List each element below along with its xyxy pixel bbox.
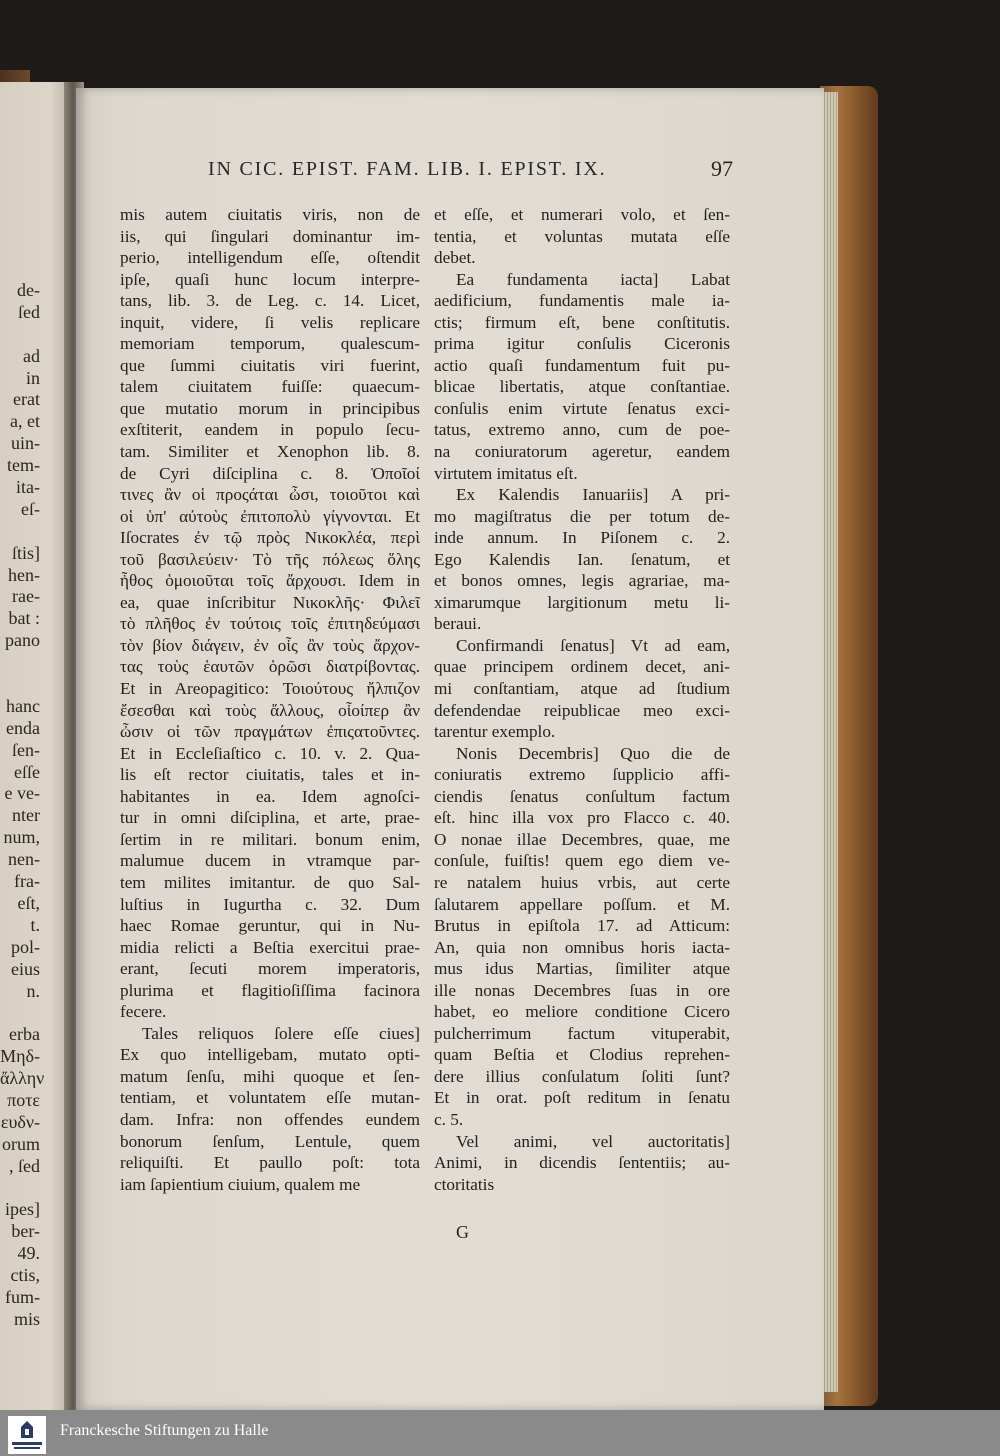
- text-line: actio quaſi fundamentum fuit pu-: [434, 355, 730, 375]
- text-line: conſule, fuiſtis! quem ego diem ve-: [434, 851, 730, 871]
- text-column-left: [120, 204, 420, 1195]
- previous-page-line: num,: [3, 827, 40, 848]
- text-line: tentia, et voluntas mutata eſſe: [434, 226, 730, 246]
- text-line: Et in orat. poſt reditum in ſenatu: [434, 1088, 730, 1108]
- text-line: ſertim in re militari. bonum enim,: [120, 829, 420, 849]
- text-line: Ego Kalendis Ian. ſenatum, et: [434, 549, 730, 569]
- text-line: τοῦ βασιλεύειν· Τὸ τῆς πόλεως ὅλης: [120, 549, 420, 569]
- previous-page-line: fum-: [5, 1286, 40, 1307]
- previous-page-line: ευδν-: [0, 1111, 40, 1132]
- previous-page-line: eſt,: [17, 892, 40, 913]
- text-line: Et in Eccleſiaſtico c. 10. v. 2. Qua-: [120, 743, 420, 763]
- previous-page-line: eſ-: [21, 498, 40, 519]
- previous-page-line: in: [25, 367, 40, 388]
- text-line: debet.: [434, 248, 476, 268]
- text-line: conſulis enim virtute ſenatus exci-: [434, 398, 730, 418]
- text-line: mus idus Martias, ſimiliter atque: [434, 959, 730, 979]
- previous-page-line: orum: [2, 1133, 40, 1154]
- text-line: que ſummi ciuitatis viri fuerint,: [120, 355, 420, 375]
- text-line: Ex Kalendis Ianuariis] A pri-: [456, 485, 730, 505]
- text-line: fecere.: [120, 1002, 167, 1022]
- text-line: inquit, videre, ſi velis replicare: [120, 312, 420, 332]
- text-line: re natalem huius vrbis, aut certe: [434, 872, 730, 892]
- text-line: ille nonas Decembres ſuas in ore: [434, 980, 730, 1000]
- text-line: lis eſt rector ciuitatis, tales et in-: [120, 765, 420, 785]
- text-line: quae principem ordinem decet, ani-: [434, 657, 730, 677]
- text-line: erant, ſecuti morem imperatoris,: [120, 959, 420, 979]
- text-line: ctoritatis: [434, 1174, 495, 1194]
- text-line: ἦθος ὁμοιοῦται τοῖς ἄρχουσι. Idem in: [120, 571, 420, 591]
- text-line: Animi, in dicendis ſententiis; au-: [434, 1153, 730, 1173]
- text-line: exſtiterit, eandem in populo ſecu-: [120, 420, 420, 440]
- previous-page-line: a, et: [10, 411, 40, 432]
- text-line: dam. Infra: non offendes eundem: [120, 1109, 420, 1129]
- previous-page-line: ſen-: [12, 739, 40, 760]
- text-line: defendendae reipublicae meo exci-: [434, 700, 730, 720]
- text-line: eſt. hinc illa vox pro Flacco c. 40.: [434, 808, 730, 828]
- text-line: na coniuratorum ageretur, eandem: [434, 442, 730, 462]
- text-line: tur in omni diſciplina, et arte, prae-: [120, 808, 420, 828]
- text-line: prima igitur conſulis Ciceronis: [434, 334, 730, 354]
- previous-page-line: e ve-: [4, 783, 40, 804]
- text-line: ſalutarem appellare poſſum. et M.: [434, 894, 730, 914]
- text-line: τὸν βίον διάγειν, ἐν οἷς ἂν τοὺς ἄρχον-: [120, 635, 420, 655]
- text-line: tatus, extremo anno, cum de poe-: [434, 420, 730, 440]
- text-line: aedificium, fundamentis male ia-: [434, 291, 730, 311]
- text-line: tam. Similiter et Xenophon lib. 8.: [120, 442, 420, 462]
- previous-page-line: ἄλλην: [0, 1068, 45, 1089]
- previous-page-line: , ſed: [9, 1155, 40, 1176]
- text-line: ximarumque largitionum metu li-: [434, 592, 730, 612]
- previous-page: [0, 82, 72, 1412]
- text-line: talem ciuitatem fuiſſe: quaecum-: [120, 377, 420, 397]
- text-line: Ex quo intelligebam, mutato opti-: [120, 1045, 420, 1065]
- footer-bar: [0, 1410, 1000, 1456]
- text-line: mi conſtantiam, atque ad ſtudium: [434, 679, 730, 699]
- text-line: c. 5.: [434, 1109, 464, 1129]
- text-line: perio, intelligendum eſſe, oſtendit: [120, 248, 420, 268]
- previous-page-line: ita-: [16, 477, 40, 498]
- text-line: Ea fundamenta iacta] Labat: [456, 269, 730, 289]
- text-line: Et in Areopagitico: Τοιούτους ἤλπιζον: [120, 679, 420, 699]
- text-line: ὦσιν οἱ τῶν πραγμάτων ἐπιςατοῦντες.: [120, 722, 420, 742]
- text-line: ctis; firmum eſt, bene conſtitutis.: [434, 312, 730, 332]
- text-line: coniuratis extremo ſupplicio affi-: [434, 765, 730, 785]
- previous-page-line: rae-: [12, 586, 40, 607]
- signature-mark: G: [456, 1222, 469, 1242]
- previous-page-line: [0, 521, 40, 543]
- text-line: mis autem ciuitatis viris, non de: [120, 205, 420, 224]
- previous-page-line: ſed: [18, 301, 40, 322]
- text-line: Iſocrates ἐν τῷ πρὸς Νικοκλέα, περὶ: [120, 528, 420, 548]
- text-line: habitantes in ea. Idem agnoſci-: [120, 786, 420, 806]
- text-line: τινες ἂν οἱ προςάται ὦσι, τοιοῦτοι καὶ: [120, 485, 420, 505]
- previous-page-line: t.: [30, 914, 40, 935]
- previous-page-line: mis: [13, 1308, 40, 1329]
- previous-page-line: Μηδ-: [0, 1046, 40, 1067]
- text-line: tarentur exemplo.: [434, 722, 556, 742]
- text-line: luſtius in Iugurtha c. 32. Dum: [120, 894, 420, 914]
- institution-logo-icon: [8, 1416, 46, 1454]
- text-line: pulcherrimum factum vituperabit,: [434, 1023, 730, 1043]
- text-line: quam Beſtia et Clodius reprehen-: [434, 1045, 730, 1065]
- text-line: Tales reliquos ſolere eſſe ciues]: [142, 1023, 420, 1043]
- previous-page-line: eſſe: [14, 761, 40, 782]
- text-line: memoriam temporum, qualescum-: [120, 334, 420, 354]
- previous-page-line: ctis,: [10, 1265, 40, 1286]
- text-line: beraui.: [434, 614, 482, 634]
- text-line: de Cyri diſciplina c. 8. Ὁποῖοί: [120, 463, 420, 483]
- text-line: Vel animi, vel auctoritatis]: [456, 1131, 730, 1151]
- text-line: iis, qui ſingulari dominantur im-: [120, 226, 420, 246]
- text-line: tans, lib. 3. de Leg. c. 14. Licet,: [120, 291, 420, 311]
- text-line: plurima et flagitioſiſſima facinora: [120, 980, 420, 1000]
- text-line: τὸ πλῆθος ἐν τούτοις τοῖς ἐπιτηδεύμασι: [120, 614, 420, 634]
- previous-page-line: enda: [6, 717, 40, 738]
- previous-page-line: hen-: [8, 564, 40, 585]
- previous-page-line: [0, 652, 40, 674]
- text-line: bonorum ſenſum, Lentule, quem: [120, 1131, 420, 1151]
- previous-page-line: ber-: [11, 1221, 40, 1242]
- text-line: reliquiſti. Et paullo poſt: tota: [120, 1153, 420, 1173]
- text-line: malumue ducem in vtramque par-: [120, 851, 420, 871]
- previous-page-line: erba: [9, 1024, 40, 1045]
- text-line: iam ſapientium ciuium, qualem me: [120, 1174, 361, 1194]
- text-line: virtutem imitatus eſt.: [434, 463, 578, 483]
- text-line: dere illius conſulatum ſoliti ſunt?: [434, 1066, 730, 1086]
- text-line: Brutus in epiſtola 17. ad Atticum:: [434, 916, 730, 936]
- previous-page-text: [0, 280, 45, 1331]
- text-line: ἔσεσθαι καὶ τοὺς ἄλλους, οἷοίπερ ἂν: [120, 700, 420, 720]
- previous-page-line: [0, 1178, 40, 1200]
- previous-page-line: ſtis]: [11, 542, 40, 563]
- text-line: Nonis Decembris] Quo die de: [456, 743, 730, 763]
- text-line: Confirmandi ſenatus] Vt ad eam,: [456, 635, 730, 655]
- previous-page-line: nen-: [8, 849, 40, 870]
- text-line: οἱ ὑπ' αὐτοὺς ἐπιτοπολὺ γίγνονται. Et: [120, 506, 420, 526]
- page-block-edge: [822, 92, 838, 1392]
- previous-page-line: pol-: [11, 936, 40, 957]
- previous-page-line: [0, 324, 40, 346]
- text-line: et bonos omnes, legis agrariae, ma-: [434, 571, 730, 591]
- text-line: ipſe, quaſi hunc locum interpre-: [120, 269, 420, 289]
- text-line: ea, quae inſcribitur Νικοκλῆς· Φιλεῖ: [120, 592, 420, 612]
- text-line: midia relicti a Beſtia exercitui prae-: [120, 937, 420, 957]
- text-column-right: [434, 204, 730, 1195]
- previous-page-line: n.: [26, 980, 40, 1001]
- previous-page-line: bat :: [8, 608, 40, 629]
- text-line: O nonae illae Decembres, quae, me: [434, 829, 730, 849]
- previous-page-line: [0, 674, 40, 696]
- previous-page-line: pano: [5, 630, 40, 651]
- previous-page-line: nter: [12, 805, 40, 826]
- text-line: haec Romae geruntur, qui in Nu-: [120, 916, 420, 936]
- text-line: ciendis ſenatus conſultum factum: [434, 786, 730, 806]
- text-line: An, quia non omnibus horis iacta-: [434, 937, 730, 957]
- previous-page-line: ad: [23, 345, 40, 366]
- text-line: inde annum. In Piſonem c. 2.: [434, 528, 730, 548]
- previous-page-line: de-: [17, 280, 40, 300]
- previous-page-line: erat: [13, 389, 40, 410]
- previous-page-line: hanc: [6, 695, 40, 716]
- previous-page-line: [0, 1002, 40, 1024]
- text-line: que mutatio morum in principibus: [120, 398, 420, 418]
- previous-page-line: fra-: [14, 871, 40, 892]
- text-line: tentiam, et voluntatem eſſe mutan-: [120, 1088, 420, 1108]
- previous-page-line: tem-: [7, 455, 40, 476]
- text-line: tem milites imitantur. de quo Sal-: [120, 872, 420, 892]
- text-line: et eſſe, et numerari volo, et ſen-: [434, 205, 730, 224]
- page-number: 97: [711, 156, 733, 181]
- text-line: matum ſenſu, mihi quoque et ſen-: [120, 1066, 420, 1086]
- text-line: τας τοὺς ἑαυτῶν ὁρῶσι διατρίβοντας.: [120, 657, 420, 677]
- previous-page-line: uin-: [11, 433, 40, 454]
- previous-page-line: ποτε: [7, 1089, 40, 1110]
- running-head: IN CIC. EPIST. FAM. LIB. I. EPIST. IX.: [208, 158, 607, 180]
- institution-name: Franckesche Stiftungen zu Halle: [60, 1422, 269, 1439]
- text-line: blicae libertatis, atque conſtantiae.: [434, 377, 730, 397]
- previous-page-line: eius: [11, 958, 40, 979]
- text-line: habet, eo meliore conditione Cicero: [434, 1002, 730, 1022]
- text-line: mo magiſtratus die per totum de-: [434, 506, 730, 526]
- previous-page-line: 49.: [17, 1243, 40, 1264]
- page-header: [208, 158, 733, 190]
- previous-page-line: ipes]: [5, 1199, 40, 1220]
